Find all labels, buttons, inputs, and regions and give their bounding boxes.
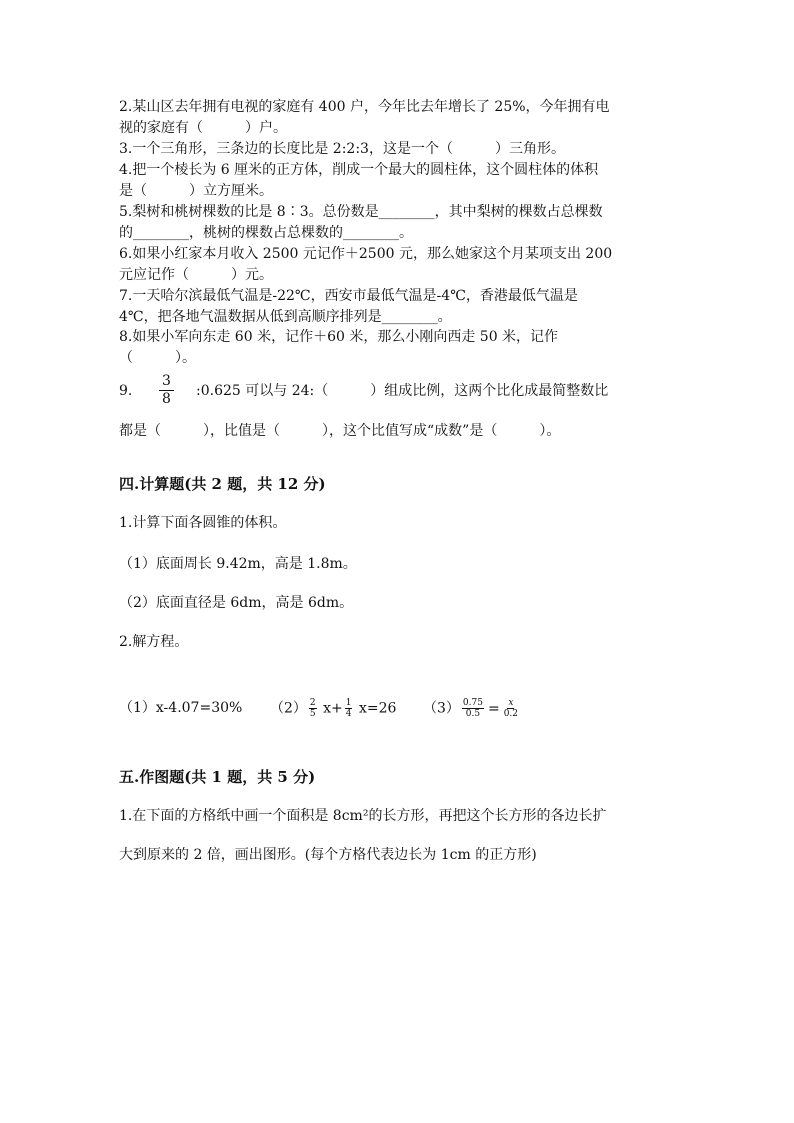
q8-line2: （ ）。 [119,350,196,366]
q5-line1: 5.梨树和桃树棵数的比是 8∶3。总份数是________，其中梨树的棵数占总棵数 [119,204,603,220]
q9-line2: 都是（ ），比值是（ ），这个比值写成“成数”是（ ）。 [119,423,561,439]
section4-q1-b: （2）底面直径是 6dm，高是 6dm。 [119,595,354,611]
q4-line1: 4.把一个棱长为 6 厘米的正方体，削成一个最大的圆柱体，这个圆柱体的体积 [119,162,599,178]
q9-fraction-numerator: 3 [159,373,174,391]
q7-line1: 7.一天哈尔滨最低气温是-22℃，西安市最低气温是-4℃，香港最低气温是 [119,288,578,304]
q9-fraction-denominator: 8 [162,391,171,407]
section5-q1-line2: 大到原来的 2 倍，画出图形。(每个方格代表边长为 1cm 的正方形) [119,847,537,863]
q6-line1: 6.如果小红家本月收入 2500 元记作＋2500 元，那么她家这个月某项支出 200 [119,246,613,262]
equation-3-fraction-2-denominator: 0.2 [503,709,519,719]
q6-line2: 元应记作（ ）元。 [119,267,273,283]
q7-line2: 4℃，把各地气温数据从低到高顺序排列是________。 [119,309,452,325]
equation-3-label: （3） [423,700,460,717]
equation-3-fraction-2-numerator: x [508,698,514,708]
equation-2-fraction-2-denominator: 4 [345,709,352,719]
q2-line2: 视的家庭有（ ）户。 [119,120,287,136]
equation-3-fraction-1-numerator: 0.75 [462,698,483,708]
equation-2-middle: x+ [323,700,343,717]
equation-2-fraction-2 [345,698,353,719]
section4-q1: 1.计算下面各圆锥的体积。 [119,515,287,531]
equation-2-fraction-1-denominator: 5 [309,709,316,719]
q5-line2: 的________，桃树的棵数占总棵数的________。 [119,225,413,241]
equation-3-fraction-1-denominator: 0.5 [465,709,481,719]
equation-1: （1）x-4.07=30% [119,700,243,716]
q2-line1: 2.某山区去年拥有电视的家庭有 400 户，今年比去年增长了 25%，今年拥有电 [119,99,610,115]
q3-text: 3.一个三角形，三条边的长度比是 2:2:3，这是一个（ ）三角形。 [119,141,565,157]
equation-2-end: x=26 [358,700,397,717]
equation-2-label: （2） [270,700,307,717]
q9-number: 9. [119,383,133,399]
q8-line1: 8.如果小军向东走 60 米，记作＋60 米，那么小刚向西走 50 米，记作 [119,329,559,345]
equation-2-fraction-1-numerator: 2 [309,698,316,708]
section4-q2: 2.解方程。 [119,634,189,650]
equation-2-fraction-2-numerator: 1 [345,698,352,708]
q4-line2: 是（ ）立方厘米。 [119,183,273,199]
q9-fraction [159,373,174,408]
section5-q1-line1: 1.在下面的方格纸中画一个面积是 8cm²的长方形，再把这个长方形的各边长扩 [119,808,607,824]
equation-3-equals: = [487,700,500,717]
equation-3-fraction-1 [462,698,484,719]
equation-3 [423,698,520,719]
q9-rest: :0.625 可以与 24:（ ）组成比例，这两个比化成最简整数比 [196,383,609,399]
section4-q1-a: （1）底面周长 9.42m，高是 1.8m。 [119,556,357,572]
equation-3-fraction-2 [504,698,518,719]
section5-title: 五.作图题(共 1 题，共 5 分) [119,768,316,786]
equation-2-fraction-1 [309,698,317,719]
equation-2 [270,698,396,719]
section4-title: 四.计算题(共 2 题，共 12 分) [119,475,326,493]
